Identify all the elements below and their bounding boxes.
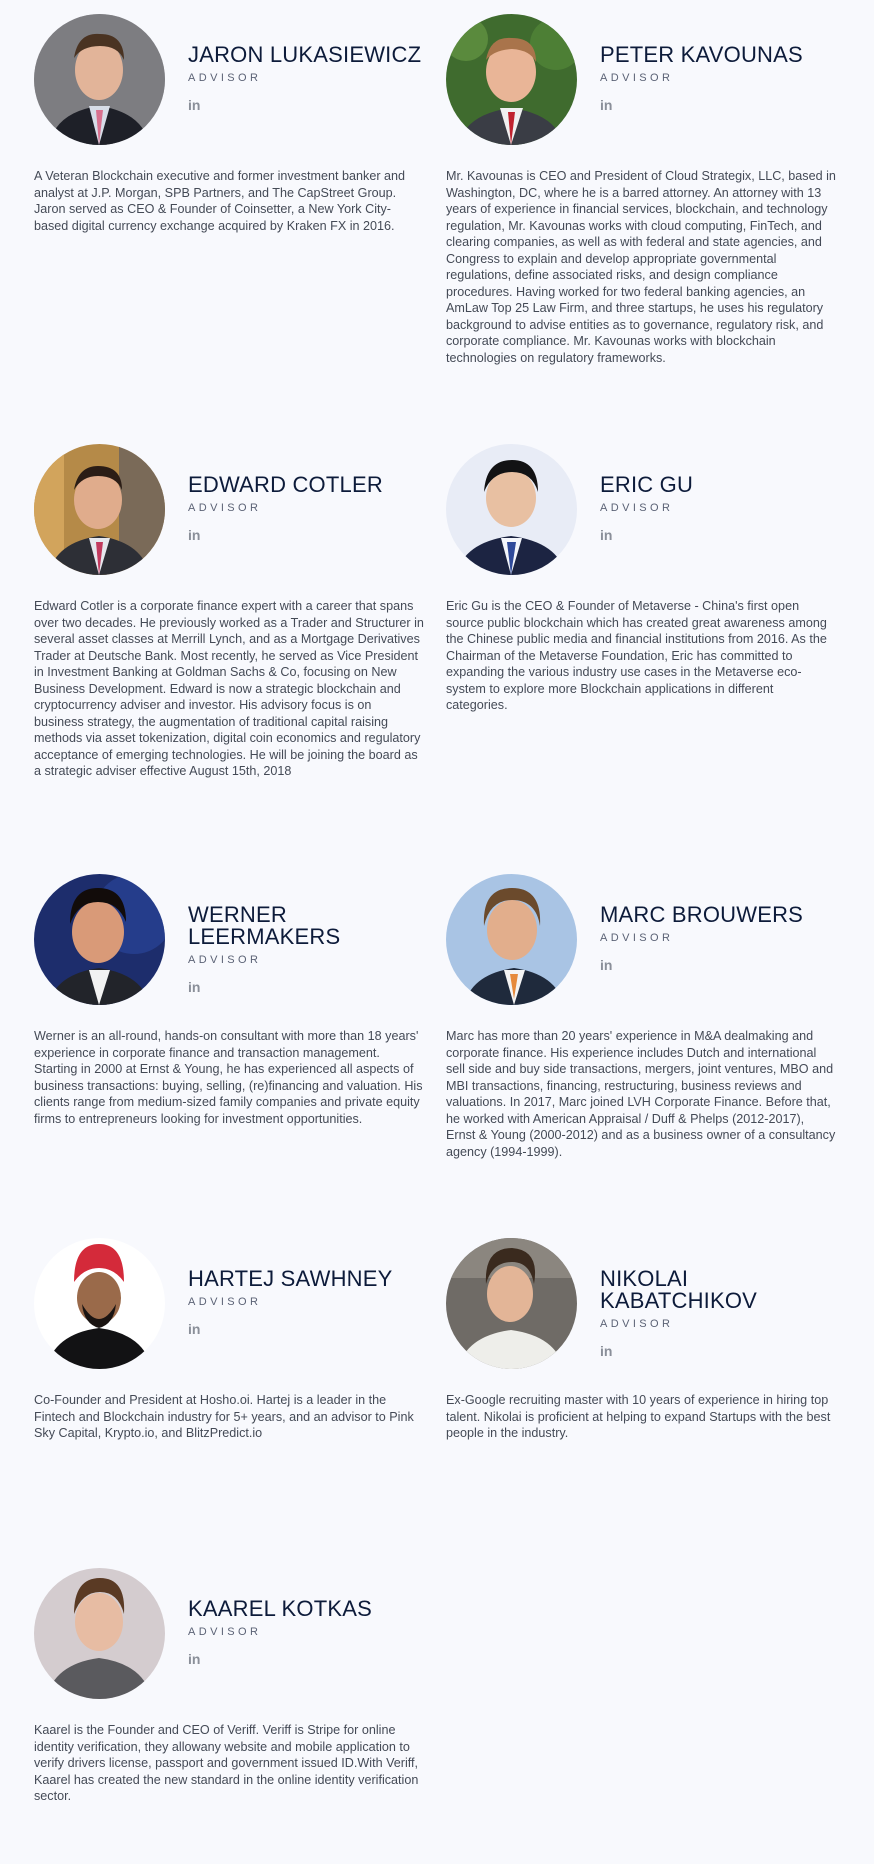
linkedin-icon[interactable]: in bbox=[188, 527, 201, 543]
advisor-role: ADVISOR bbox=[600, 932, 674, 944]
advisor-role: ADVISOR bbox=[600, 1318, 674, 1330]
advisor-role: ADVISOR bbox=[188, 1296, 262, 1308]
advisor-bio: Edward Cotler is a corporate finance expert with a career that spans over two decades. He previously worked as a Trader and Structurer in several asset classes at Merrill Lynch, and as a Mortgage Derivatives Trader at Deutsche Bank. Most recently, he served as Vice President in Investment Banking at Goldman Sachs & Co, focusing on New Business Development. Edward is now a strategic blockchain and cryptocurrency adviser and investor. His advisory focus is on business strategy, the augmentation of traditional capital raising methods via asset tokenization, digital coin economics and regulatory acceptance of emerging technologies. He will be joining the board as a strategic adviser effective August 15th, 2018 bbox=[34, 599, 424, 778]
linkedin-icon[interactable]: in bbox=[188, 979, 201, 995]
linkedin-icon[interactable]: in bbox=[600, 97, 613, 113]
avatar bbox=[34, 444, 165, 575]
advisor-name: HARTEJ SAWHNEY bbox=[188, 1266, 393, 1291]
advisor-bio: Ex-Google recruiting master with 10 years of experience in hiring top talent. Nikolai is proficient at helping to expand Startups with the best people in the industry. bbox=[446, 1393, 831, 1440]
advisor-name: JARON LUKASIEWICZ bbox=[188, 42, 422, 67]
advisor-role: ADVISOR bbox=[188, 502, 262, 514]
linkedin-icon[interactable]: in bbox=[600, 527, 613, 543]
advisor-role: ADVISOR bbox=[188, 954, 262, 966]
avatar bbox=[446, 444, 577, 575]
advisor-bio: Kaarel is the Founder and CEO of Veriff. Veriff is Stripe for online identity verification, they allowany website and mobile application to verify drivers license, passport and government issued ID.With Veriff, Kaarel has created the new standard in the online identity verification sector. bbox=[34, 1723, 419, 1803]
linkedin-icon[interactable]: in bbox=[600, 957, 613, 973]
advisor-name: ERIC GU bbox=[600, 472, 694, 497]
advisor-role: ADVISOR bbox=[188, 72, 262, 84]
avatar bbox=[34, 1568, 165, 1699]
advisor-bio: A Veteran Blockchain executive and former investment banker and analyst at J.P. Morgan, SPB Partners, and The CapStreet Group. Jaron served as CEO & Founder of Coinsetter, a New York City-based digital currency exchange acquired by Kraken FX in 2016. bbox=[34, 169, 406, 233]
advisor-bio: Co-Founder and President at Hosho.oi. Hartej is a leader in the Fintech and Blockchain industry for 5+ years, and an advisor to Pink Sky Capital, Krypto.io, and BlitzPredict.io bbox=[34, 1393, 414, 1440]
advisor-name: WERNER LEERMAKERS bbox=[188, 902, 341, 949]
avatar bbox=[446, 874, 577, 1005]
avatar bbox=[446, 1238, 577, 1369]
avatar bbox=[34, 14, 165, 145]
linkedin-icon[interactable]: in bbox=[600, 1343, 613, 1359]
advisor-name: NIKOLAI KABATCHIKOV bbox=[600, 1266, 758, 1313]
advisor-role: ADVISOR bbox=[188, 1626, 262, 1638]
advisor-bio: Eric Gu is the CEO & Founder of Metaverse - China's first open source public blockchain which has created great awareness among the Chinese public media and financial institutions from 2016. As the Chairman of the Metaverse Foundation, Eric has committed to expanding the various industry use cases in the Metaverse eco-system to explore more Blockchain applications in different categories. bbox=[446, 599, 827, 712]
avatar bbox=[34, 1238, 165, 1369]
avatar bbox=[446, 14, 577, 145]
advisor-bio: Marc has more than 20 years' experience in M&A dealmaking and corporate finance. His experience includes Dutch and international sell side and buy side transactions, mergers, joint ventures, MBO and MBI transactions, financing, restructuring, business reviews and valuations. In 2017, Marc joined LVH Corporate Finance. Before that, he worked with American Appraisal / Duff & Phelps (2012-2017), Ernst & Young (2000-2012) and as a business owner of a consultancy agency (1994-1999). bbox=[446, 1029, 836, 1159]
advisor-bio: Werner is an all-round, hands-on consultant with more than 18 years' experience in corporate finance and transaction management. Starting in 2000 at Ernst & Young, he has experienced all aspects of business transactions: buying, selling, (re)financing and valuation. His clients range from medium-sized family companies and private equity firms to entrepreneurs looking for investment opportunities. bbox=[34, 1029, 423, 1126]
linkedin-icon[interactable]: in bbox=[188, 1651, 201, 1667]
advisor-name: EDWARD COTLER bbox=[188, 472, 383, 497]
advisor-role: ADVISOR bbox=[600, 502, 674, 514]
advisor-name: KAAREL KOTKAS bbox=[188, 1596, 372, 1621]
linkedin-icon[interactable]: in bbox=[188, 1321, 201, 1337]
advisor-bio: Mr. Kavounas is CEO and President of Cloud Strategix, LLC, based in Washington, DC, where he is a barred attorney. An attorney with 13 years of experience in financial services, blockchain, and technology regulation, Mr. Kavounas works with cloud computing, FinTech, and clearing companies, as well as with federal and state agencies, and Congress to explain and develop appropriate governmental regulations, define associated risks, and design compliance procedures. Having worked for two federal banking agencies, an AmLaw Top 25 Law Firm, and three startups, he uses his regulatory background to advise entities as to governance, regulatory risk, and corporate compliance. Mr. Kavounas works with blockchain technologies on regulatory frameworks. bbox=[446, 169, 836, 365]
avatar bbox=[34, 874, 165, 1005]
advisor-name: PETER KAVOUNAS bbox=[600, 42, 803, 67]
advisor-role: ADVISOR bbox=[600, 72, 674, 84]
linkedin-icon[interactable]: in bbox=[188, 97, 201, 113]
advisor-name: MARC BROUWERS bbox=[600, 902, 804, 927]
